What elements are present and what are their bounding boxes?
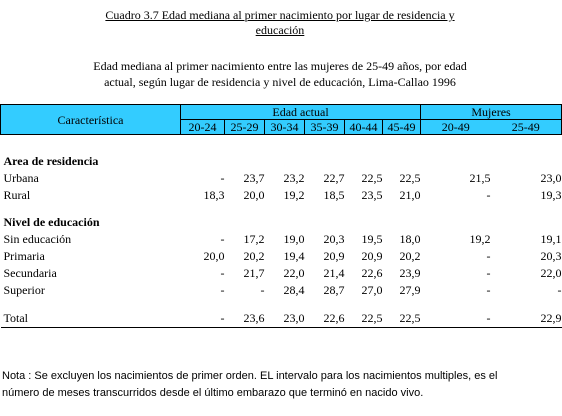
table-cell: - — [220, 266, 225, 280]
table-cell: 23,0 — [265, 309, 305, 328]
header-group-women: Mujeres — [421, 105, 562, 120]
table-cell: 27,9 — [399, 283, 421, 297]
table-row — [1, 187, 562, 204]
table-row — [1, 265, 562, 282]
table-cell: - — [181, 309, 225, 328]
header-women-col: 25-49 — [491, 120, 562, 135]
table-cell: 18,0 — [399, 232, 421, 246]
table-cell: - — [486, 188, 491, 202]
table-cell: 22,5 — [361, 171, 383, 185]
header-age-col: 35-39 — [305, 120, 345, 135]
table-cell: - — [486, 266, 491, 280]
table-cell: - — [421, 309, 491, 328]
table-cell: 17,2 — [243, 232, 265, 246]
table-title — [40, 8, 520, 38]
table-cell: 22,5 — [399, 171, 421, 185]
table-cell: 28,7 — [323, 283, 345, 297]
row-label: Sin educación — [3, 232, 72, 246]
table-cell: 23,2 — [283, 171, 305, 185]
table-cell: 22,5 — [383, 309, 421, 328]
table-cell: 22,6 — [361, 266, 383, 280]
header-characteristic: Característica — [1, 105, 181, 135]
header-age-col: 45-49 — [383, 120, 421, 135]
table-cell: 22,5 — [345, 309, 383, 328]
row-label: Rural — [3, 188, 31, 202]
table-note-line2: número de meses transcurridos desde el último embarazo que terminó en nacido vivo. — [2, 387, 424, 399]
table-cell: 20,0 — [243, 188, 265, 202]
table-cell: 21,5 — [469, 171, 491, 185]
table-row — [1, 282, 562, 299]
header-age-col: 40-44 — [345, 120, 383, 135]
table-cell: 19,5 — [361, 232, 383, 246]
table-cell: 21,0 — [399, 188, 421, 202]
table-cell: 22,9 — [491, 309, 562, 328]
table-cell: - — [220, 283, 225, 297]
table-cell: 23,7 — [243, 171, 265, 185]
row-label: Total — [1, 309, 181, 328]
table-row — [1, 231, 562, 248]
table-cell: 21,4 — [323, 266, 345, 280]
row-label: Secundaria — [3, 266, 57, 280]
section-row — [1, 153, 562, 170]
row-label: Primaria — [3, 249, 45, 263]
section-label-education: Nivel de educación — [3, 215, 100, 229]
table-cell: 19,0 — [283, 232, 305, 246]
table-cell: 20,9 — [361, 249, 383, 263]
table-cell: - — [486, 283, 491, 297]
table-cell: 22,0 — [540, 266, 562, 280]
section-row — [1, 214, 562, 231]
table-row-total — [1, 309, 562, 328]
row-label: Superior — [3, 283, 45, 297]
header-age-col: 25-29 — [225, 120, 265, 135]
table-cell: 19,4 — [283, 249, 305, 263]
table-cell: 20,3 — [323, 232, 345, 246]
table-cell: 22,0 — [283, 266, 305, 280]
table-cell: - — [557, 283, 562, 297]
table-cell: 20,2 — [243, 249, 265, 263]
header-age-col: 30-34 — [265, 120, 305, 135]
table-cell: 19,2 — [283, 188, 305, 202]
table-cell: 20,2 — [399, 249, 421, 263]
header-age-col: 20-24 — [181, 120, 225, 135]
table-note-line1: Nota : Se excluyen los nacimientos de primer orden. EL intervalo para los nacimientos multiples, es el — [2, 370, 498, 382]
data-table — [0, 104, 562, 328]
table-subtitle — [30, 58, 530, 90]
table-cell: 23,9 — [399, 266, 421, 280]
row-label: Urbana — [3, 171, 39, 185]
table-cell: 28,4 — [283, 283, 305, 297]
table-note — [2, 368, 558, 402]
table-row — [1, 248, 562, 265]
table-subtitle-line2: actual, según lugar de residencia y nivel de educación, Lima-Callao 1996 — [104, 75, 456, 89]
table-cell: 22,7 — [323, 171, 345, 185]
table-cell: 18,5 — [323, 188, 345, 202]
table-cell: 21,7 — [243, 266, 265, 280]
table-subtitle-line1: Edad mediana al primer nacimiento entre las mujeres de 25-49 años, por edad — [93, 59, 467, 73]
table-cell: - — [486, 249, 491, 263]
table-cell: 19,1 — [540, 232, 562, 246]
table-row — [1, 170, 562, 187]
table-cell: 27,0 — [361, 283, 383, 297]
header-group-age: Edad actual — [181, 105, 421, 120]
table-cell: - — [220, 232, 225, 246]
table-cell: - — [260, 283, 265, 297]
table-cell: 22,6 — [305, 309, 345, 328]
header-women-col: 20-49 — [421, 120, 491, 135]
table-cell: 19,3 — [540, 188, 562, 202]
section-label-residence: Area de residencia — [3, 154, 99, 168]
table-cell: - — [220, 171, 225, 185]
table-title-line2: educación — [255, 23, 305, 37]
table-cell: 23,6 — [225, 309, 265, 328]
table-cell: 20,9 — [323, 249, 345, 263]
table-cell: 19,2 — [469, 232, 491, 246]
table-cell: 18,3 — [203, 188, 225, 202]
table-cell: 20,0 — [203, 249, 225, 263]
table-cell: 23,5 — [361, 188, 383, 202]
table-cell: 23,0 — [540, 171, 562, 185]
table-title-line1: Cuadro 3.7 Edad mediana al primer nacimiento por lugar de residencia y — [105, 8, 455, 22]
table-cell: 20,3 — [540, 249, 562, 263]
